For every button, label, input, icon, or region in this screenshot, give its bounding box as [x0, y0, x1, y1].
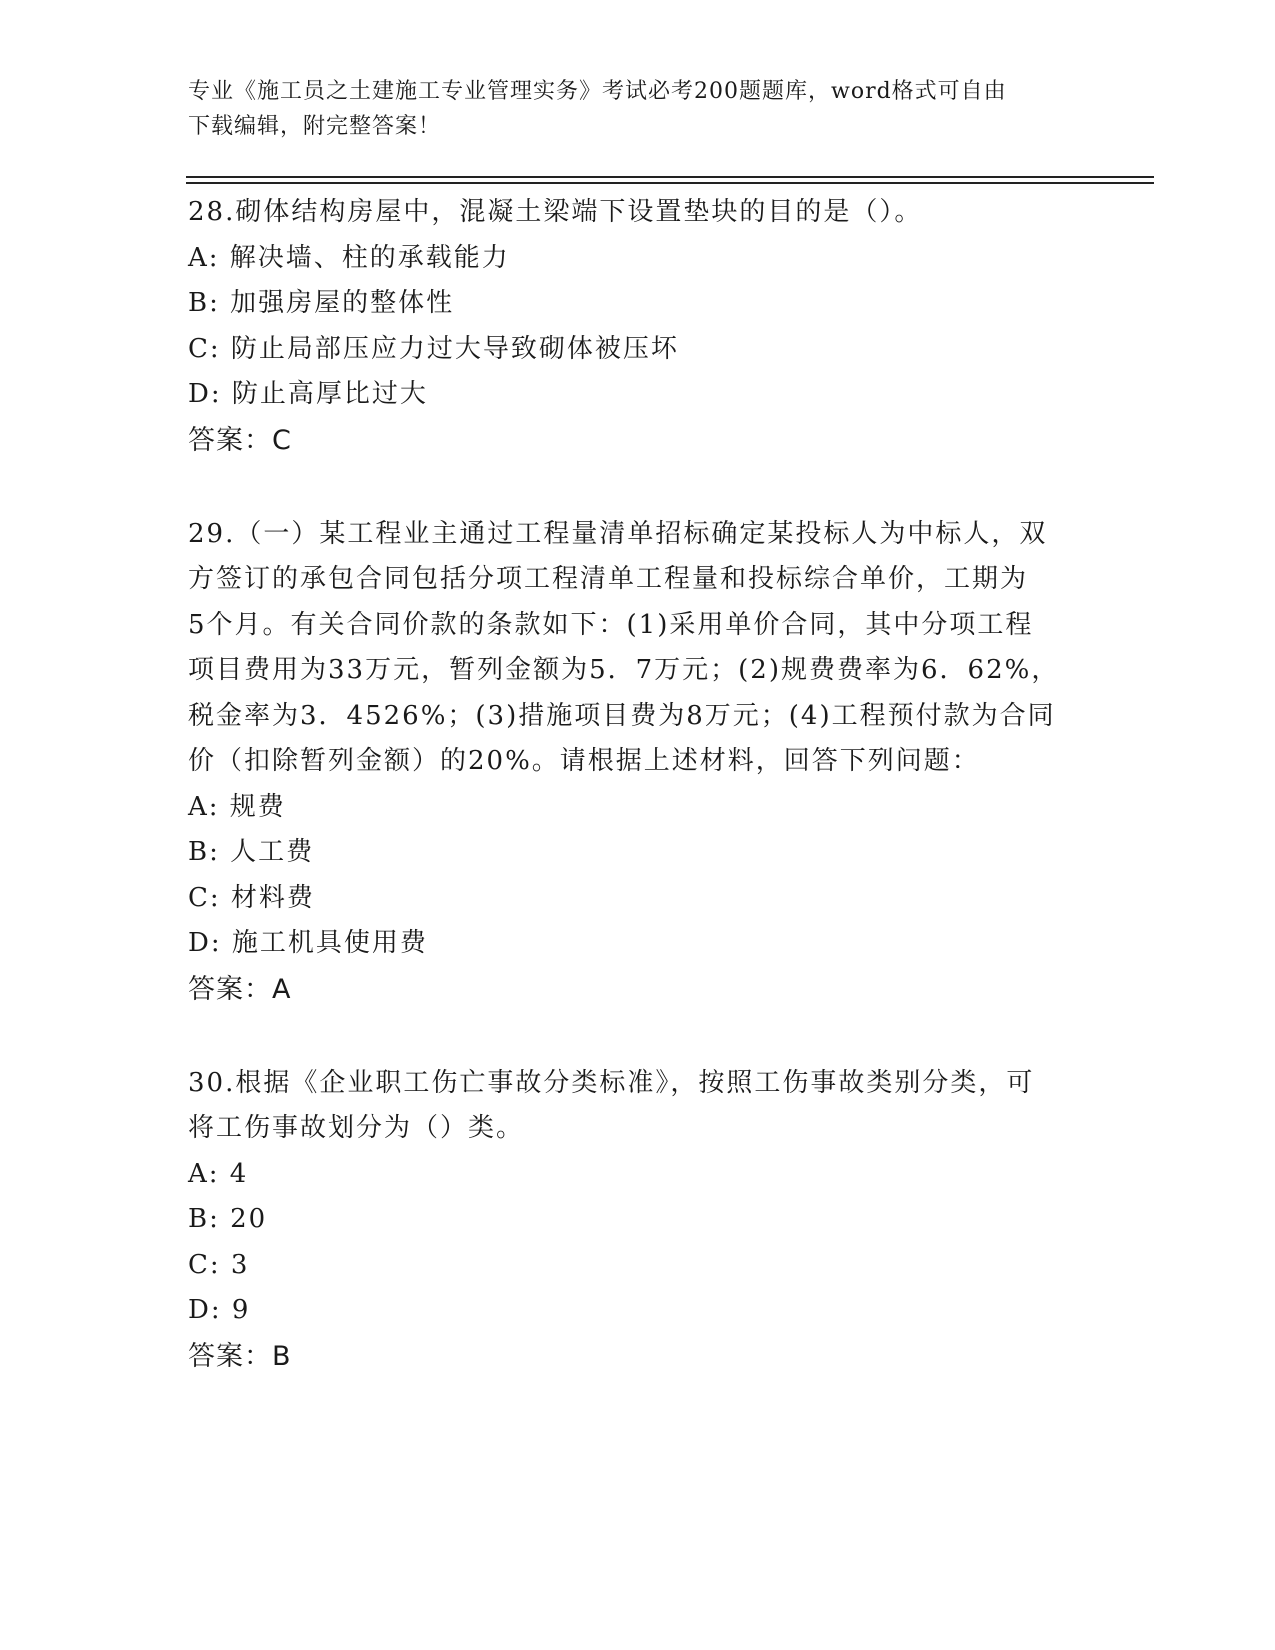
- question-30: [188, 1061, 1088, 1380]
- option-c: C: 材料费: [188, 882, 315, 913]
- option-a: A: 4: [188, 1158, 249, 1189]
- option-d: D: 防止高厚比过大: [188, 379, 428, 409]
- option-b: B: 20: [188, 1204, 268, 1234]
- question-text: 税金率为3．4526%；(3)措施项目费为8万元；(4)工程预付款为合同: [188, 700, 1056, 731]
- question-text: 价（扣除暂列金额）的20%。请根据上述材料，回答下列问题：: [188, 746, 980, 776]
- answer-line: 答案：B: [188, 1340, 292, 1372]
- question-text: 将工伤事故划分为（）类。: [188, 1113, 525, 1143]
- header-divider: [186, 182, 1154, 184]
- option-d: D: 施工机具使用费: [188, 928, 428, 958]
- header-line: 下载编辑，附完整答案！: [188, 114, 442, 139]
- question-text: 方签订的承包合同包括分项工程清单工程量和投标综合单价，工期为: [188, 564, 1029, 594]
- answer-line: 答案：C: [188, 424, 292, 456]
- question-text: 30.根据《企业职工伤亡事故分类标准》，按照工伤事故类别分类，可: [188, 1067, 1035, 1098]
- option-c: C: 3: [188, 1249, 250, 1280]
- question-text: 29.（一）某工程业主通过工程量清单招标确定某投标人为中标人，双: [188, 518, 1048, 549]
- option-b: B: 人工费: [188, 837, 315, 867]
- question-list: [188, 190, 1088, 1428]
- option-a: A: 规费: [188, 791, 286, 822]
- question-text: 项目费用为33万元，暂列金额为5．7万元；(2)规费费率为6．62%，: [188, 655, 1060, 685]
- header-divider: [186, 176, 1154, 178]
- header-line: 专业《施工员之土建施工专业管理实务》考试必考200题题库，word格式可自由: [188, 79, 1007, 104]
- question-text: 28.砌体结构房屋中，混凝土梁端下设置垫块的目的是（）。: [188, 197, 923, 227]
- option-a: A: 解决墙、柱的承载能力: [188, 242, 510, 273]
- option-b: B: 加强房屋的整体性: [188, 288, 455, 318]
- option-d: D: 9: [188, 1295, 251, 1325]
- question-29: [188, 512, 1088, 1013]
- question-28: [188, 190, 1088, 464]
- answer-line: 答案：A: [188, 973, 292, 1005]
- document-header: [188, 74, 1088, 144]
- option-c: C: 防止局部压应力过大导致砌体被压坏: [188, 333, 679, 364]
- question-text: 5个月。有关合同价款的条款如下：(1)采用单价合同，其中分项工程: [188, 609, 1034, 640]
